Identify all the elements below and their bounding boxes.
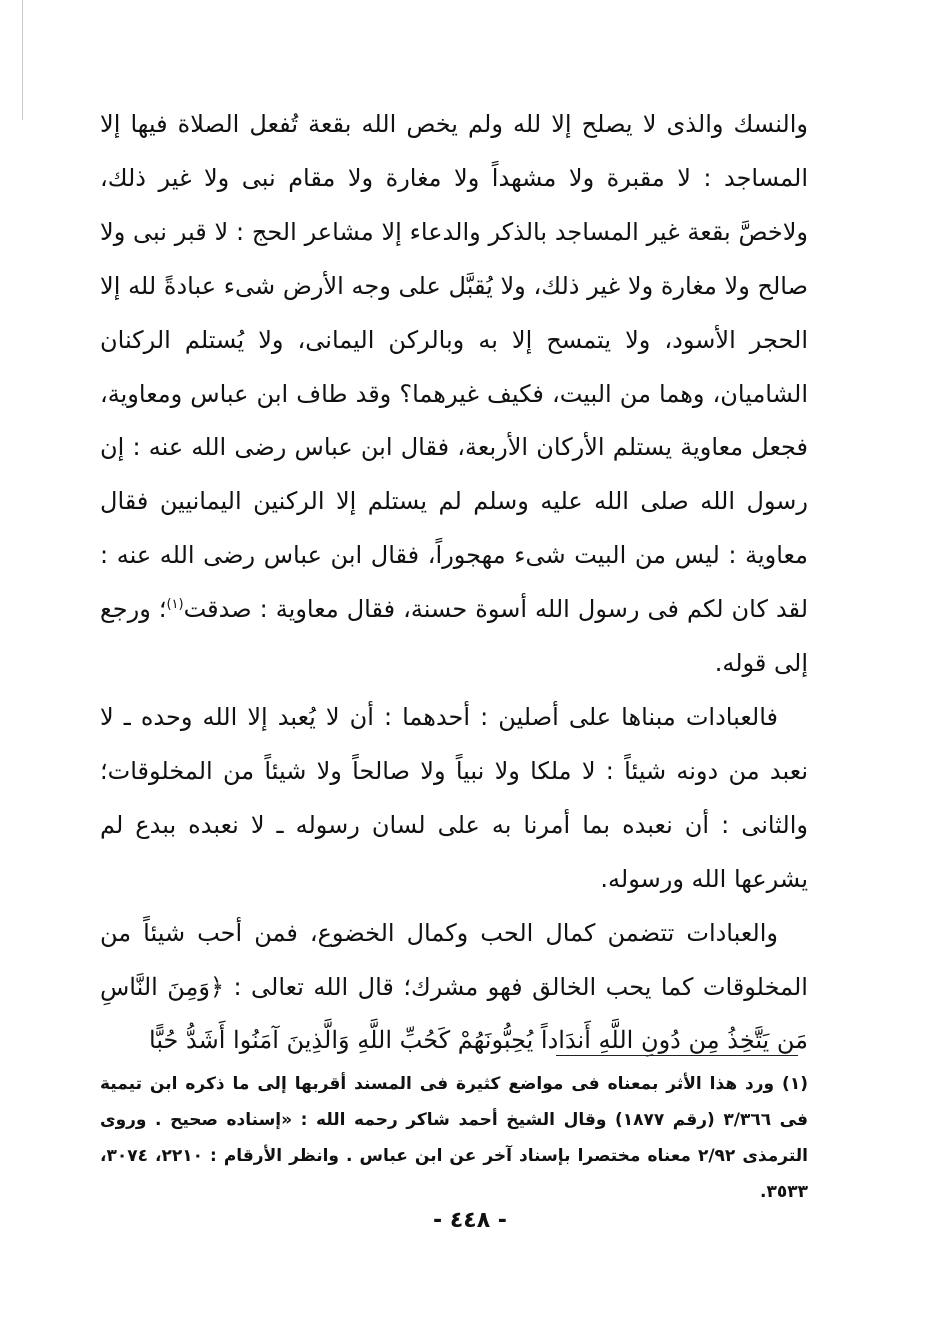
- paragraph-3: [100, 907, 808, 1069]
- paragraph-1: [100, 98, 808, 691]
- footnote-1: (١) ورد هذا الأثر بمعناه فى مواضع كثيرة فى المسند أقربها إلى ما ذكره ابن تيمية فى ٣/٣٦٦ (رقم ١٨٧٧) وقال الشيخ أحمد شاكر رحمه الله : «إسناده صحيح . وروى الترمذى ٢/٩٢ معناه مختصرا بإسناد آخر عن ابن عباس . وانظر الأرقام : ٢٢١٠، ٣٠٧٤، ٣٥٣٣.: [100, 1074, 808, 1202]
- quran-verse: ﴿وَمِنَ النَّاسِ مَن يَتَّخِذُ مِن دُونِ اللَّهِ أَندَاداً يُحِبُّونَهُمْ كَحُبِّ اللَّهِ وَالَّذِينَ آمَنُوا أَشَدُّ حُبًّا: [100, 972, 808, 1055]
- paragraph-2: فالعبادات مبناها على أصلين : أحدهما : أن لا يُعبد إلا الله وحده ـ لا نعبد من دونه شيئاً : لا ملكا ولا نبياً ولا صالحاً ولا شيئاً من المخلوقات؛ والثانى : أن نعبده بما أمرنا به على لسان رسوله ـ لا نعبده ببدع لم يشرعها الله ورسوله.: [100, 702, 808, 893]
- paragraph-3-intro: والعبادات تتضمن كمال الحب وكمال الخضوع، فمن أحب شيئاً من المخلوقات كما يحب الخالق فهو مشرك؛ قال الله تعالى :: [100, 918, 808, 1001]
- paragraph-1-text: والنسك والذى لا يصلح إلا لله ولم يخص الله بقعة تُفعل الصلاة فيها إلا المساجد : لا مقبرة ولا مشهداً ولا مغارة ولا مقام نبى ولا غير ذلك، ولاخصَّ بقعة غير المساجد بالذكر والدعاء إلا مشاعر الحج : لا قبر نبى ولا صالح ولا مغارة ولا غير ذلك، ولا يُقبَّل على وجه الأرض شىء عبادةً لله إلا الحجر الأسود، ولا يتمسح إلا به وبالركن اليمانى، ولا يُستلم الركنان الشاميان، وهما من البيت، فكيف غيرهما؟ وقد طاف ابن عباس ومعاوية، فجعل معاوية يستلم الأركان الأربعة، فقال ابن عباس رضى الله عنه : إن رسول الله صلى الله عليه وسلم لم يستلم إلا الركنين اليمانيين فقال معاوية : ليس من البيت شىء مهجوراً، فقال ابن عباس رضى الله عنه : لقد كان لكم فى رسول الله أسوة حسنة، فقال معاوية : صدقت: [100, 110, 809, 624]
- footnote-separator: [556, 1055, 798, 1056]
- paragraph-1-ending: ؛ ورجع إلى قوله.: [100, 595, 808, 678]
- page-number: - ٤٤٨ -: [433, 1208, 507, 1233]
- scan-edge-line: [22, 0, 23, 120]
- footnotes: [100, 1066, 808, 1210]
- main-text: [100, 98, 808, 1068]
- footnote-reference-1[interactable]: (١): [166, 597, 184, 613]
